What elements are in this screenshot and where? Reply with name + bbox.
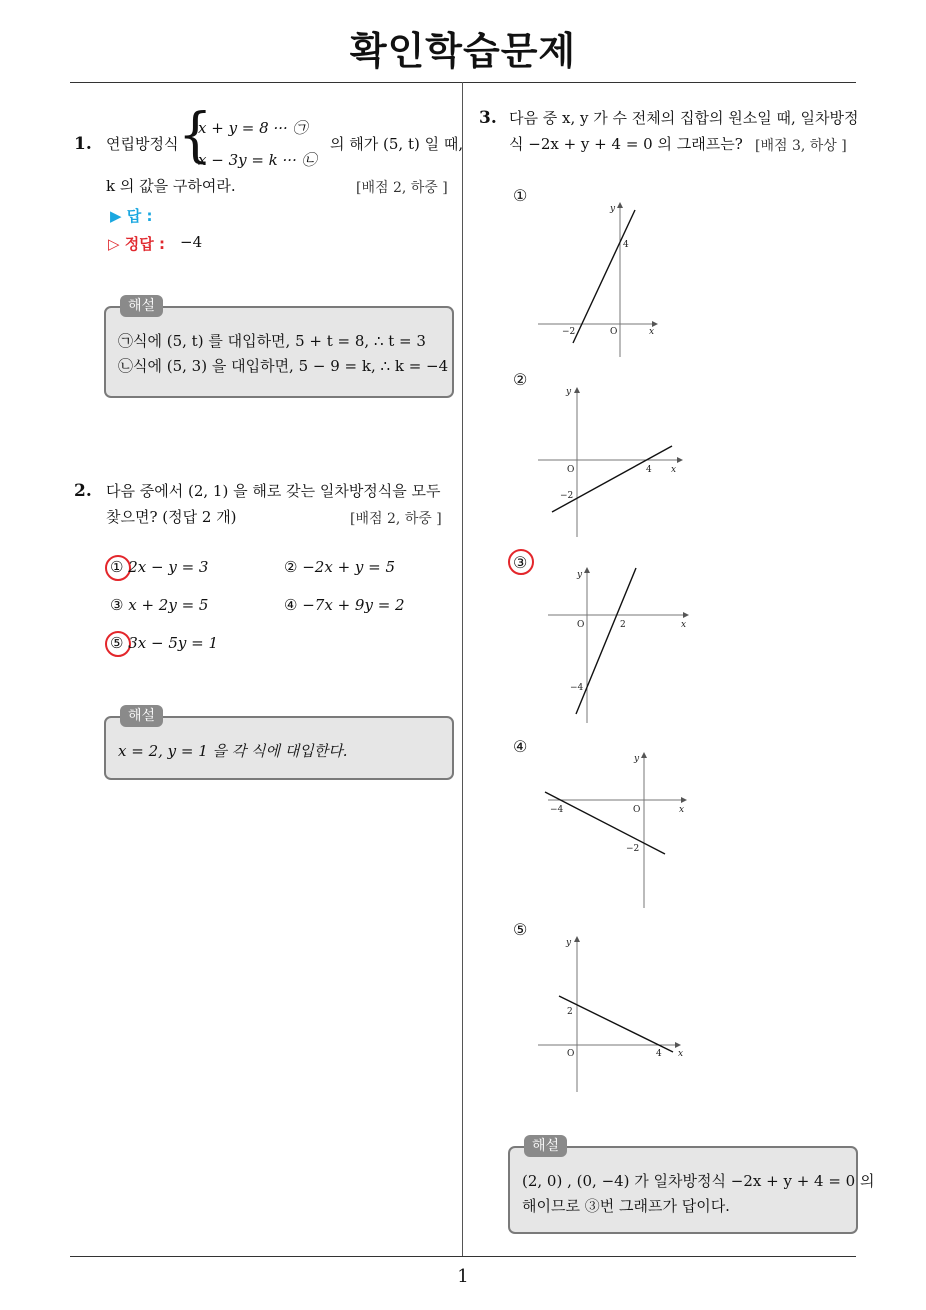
svg-text:x: x [678, 1049, 684, 1059]
question-1-line-2: k 의 값을 구하여라. [106, 177, 236, 195]
graph-5-label[interactable]: ⑤ [513, 920, 528, 939]
svg-text:−4: −4 [570, 683, 584, 693]
question-3-line-1: 다음 중 x, y 가 수 전체의 집합의 원소일 때, 일차방정 [509, 109, 859, 127]
svg-text:x: x [679, 805, 685, 815]
svg-text:4: 4 [656, 1049, 662, 1059]
svg-text:x: x [649, 327, 655, 337]
svg-text:y: y [577, 570, 583, 580]
page-number: 1 [457, 1266, 469, 1287]
svg-text:x: x [671, 465, 677, 475]
svg-text:−2: −2 [562, 327, 576, 337]
svg-text:O: O [567, 465, 575, 475]
correct-answer-value: −4 [180, 233, 203, 251]
question-3-line-2: 식 −2x + y + 4 = 0 의 그래프는? [509, 135, 743, 153]
svg-text:y: y [566, 938, 572, 948]
question-1-score: [배점 2, 하중 ] [356, 180, 448, 196]
graph-1 [530, 195, 670, 360]
svg-text:O: O [567, 1049, 575, 1059]
graph-4 [540, 748, 700, 913]
svg-text:−2: −2 [626, 844, 640, 854]
question-1-lead: 연립방정식 [106, 135, 179, 153]
question-3-number: 3. [479, 108, 497, 128]
solution-line: ㉠식에 (5, t) 를 대입하면, 5 + t = 8, ∴ t = 3 [118, 332, 426, 350]
choice-3[interactable]: ③ x + 2y = 5 [110, 596, 209, 614]
svg-text:y: y [634, 754, 640, 764]
bottom-divider [70, 1256, 856, 1257]
solution-tag: 해설 [120, 295, 163, 317]
svg-text:x: x [681, 620, 687, 630]
graph-5 [530, 932, 690, 1097]
question-3-score: [배점 3, 하상 ] [755, 138, 847, 154]
svg-text:O: O [633, 805, 641, 815]
choice-5[interactable]: ⑤ 3x − 5y = 1 [110, 634, 219, 652]
column-divider [462, 82, 463, 1257]
svg-text:O: O [610, 327, 618, 337]
question-2-number: 2. [74, 481, 92, 501]
solution-line: x = 2, y = 1 을 각 식에 대입한다. [118, 742, 348, 760]
choice-1[interactable]: ① 2x − y = 3 [110, 558, 209, 576]
solution-line: 해이므로 ③번 그래프가 답이다. [522, 1197, 730, 1215]
svg-text:O: O [577, 620, 585, 630]
svg-text:−4: −4 [550, 805, 564, 815]
svg-text:2: 2 [567, 1007, 573, 1017]
graph-2-label[interactable]: ② [513, 370, 528, 389]
graph-4-label[interactable]: ④ [513, 737, 528, 756]
solution-line: (2, 0) , (0, −4) 가 일차방정식 −2x + y + 4 = 0 의 [522, 1172, 875, 1190]
page-title: 확인학습문제 [349, 29, 577, 73]
svg-text:4: 4 [623, 240, 629, 250]
solution-tag: 해설 [120, 705, 163, 727]
graph-3-label[interactable]: ③ [513, 553, 528, 572]
svg-text:−2: −2 [560, 491, 574, 501]
answer-label: ▶ 답 : [110, 207, 153, 225]
choice-2[interactable]: ② −2x + y = 5 [284, 558, 396, 576]
graph-3 [540, 563, 700, 728]
solution-line: ㉡식에 (5, 3) 을 대입하면, 5 − 9 = k, ∴ k = −4 [118, 357, 449, 375]
question-1-number: 1. [74, 134, 92, 154]
svg-text:4: 4 [646, 465, 652, 475]
svg-text:y: y [610, 204, 616, 214]
graph-2 [530, 382, 690, 542]
system-brace: { [178, 99, 213, 170]
svg-text:2: 2 [620, 620, 626, 630]
graph-1-label[interactable]: ① [513, 186, 528, 205]
solution-tag: 해설 [524, 1135, 567, 1157]
question-1-solution-box [104, 306, 454, 398]
correct-answer-label: ▷ 정답 : [108, 235, 165, 253]
question-2-score: [배점 2, 하중 ] [350, 511, 442, 527]
question-1-equation-2: x − 3y = k ··· ㉡ [198, 151, 317, 169]
svg-text:y: y [566, 387, 572, 397]
question-2-line-1: 다음 중에서 (2, 1) 을 해로 갖는 일차방정식을 모두 [106, 482, 441, 500]
question-1-tail: 의 해가 (5, t) 일 때, [330, 135, 464, 153]
top-divider [70, 82, 856, 83]
question-3-solution-box [508, 1146, 875, 1234]
question-2-line-2: 찾으면? (정답 2 개) [106, 508, 237, 526]
choice-4[interactable]: ④ −7x + 9y = 2 [284, 596, 405, 614]
question-1-equation-1: x + y = 8 ··· ㉠ [198, 119, 308, 137]
